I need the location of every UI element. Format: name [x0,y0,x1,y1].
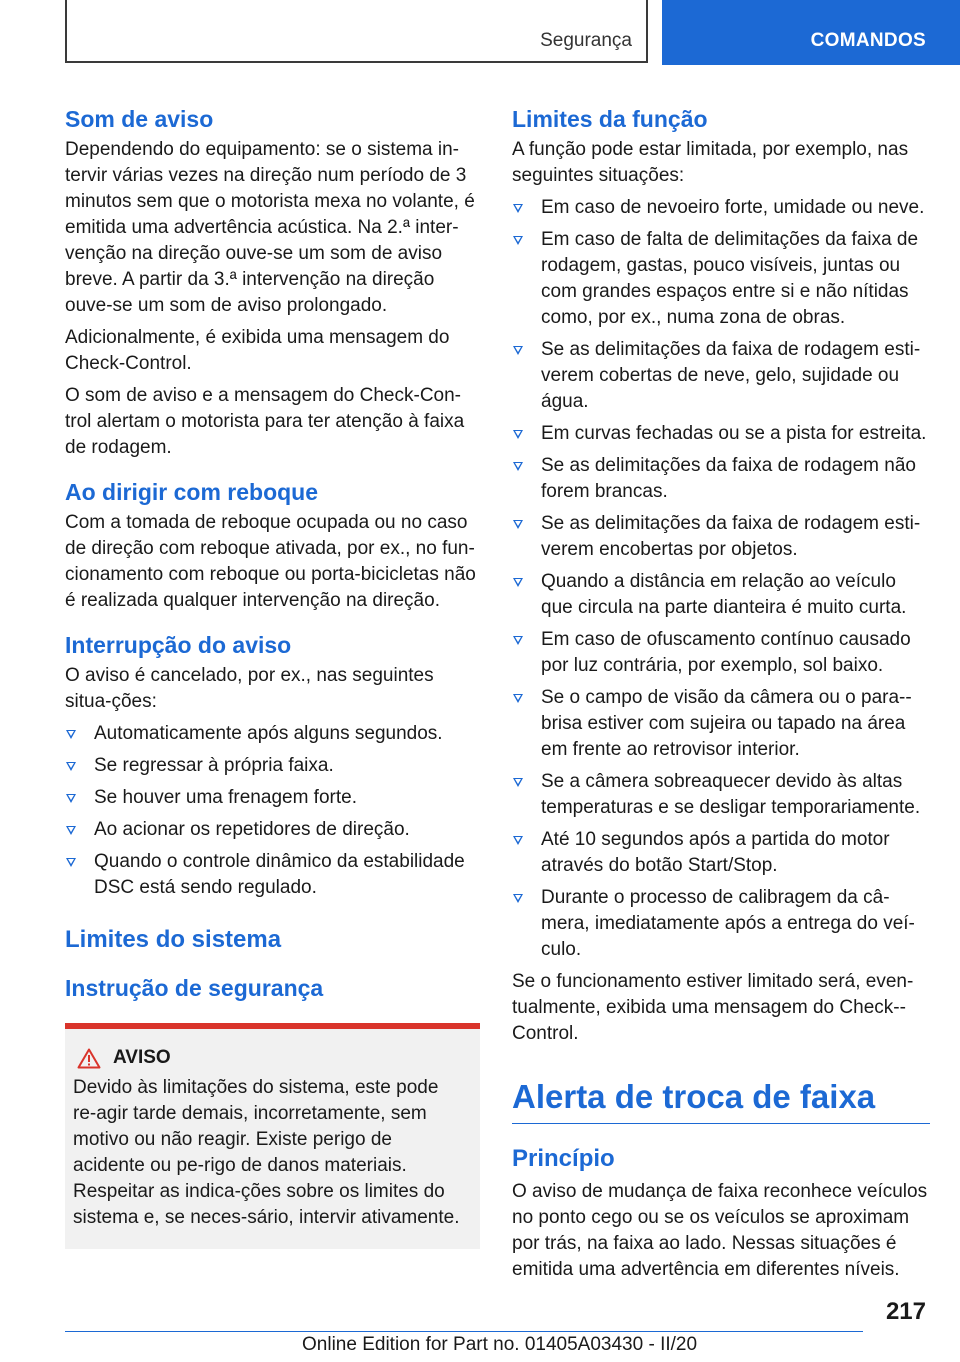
triangle-bullet-icon [66,762,76,771]
list-item: Quando o controle dinâmico da estabilidade DSC está sendo regulado. [65,849,480,901]
triangle-bullet-icon [66,730,76,739]
list-item: Durante o processo de calibragem da câ-mera, imediatamente após a entrega do veí-culo. [512,885,930,963]
triangle-bullet-icon [513,694,523,703]
list-item: Se as delimitações da faixa de rodagem não forem brancas. [512,453,930,505]
left-column [65,100,480,1249]
triangle-bullet-icon [513,894,523,903]
warning-title: AVISO [113,1047,171,1068]
triangle-bullet-icon [66,826,76,835]
list-item: Em caso de falta de delimitações da faixa de rodagem, gastas, pouco visíveis, juntas ou com grandes espaços entre si e não nítidas como, por ex., numa zona de obras. [512,227,930,331]
triangle-bullet-icon [513,778,523,787]
paragraph: A função pode estar limitada, por exemplo, nas seguintes situações: [512,139,909,186]
triangle-bullet-icon [513,430,523,439]
right-column [512,100,930,1289]
list-item: Automaticamente após alguns segundos. [65,721,480,747]
paragraph: O aviso é cancelado, por ex., nas seguintes situa-ções: [65,665,434,712]
list-item: Quando a distância em relação ao veículo que circula na parte dianteira é muito curta. [512,569,930,621]
triangle-bullet-icon [66,858,76,867]
footer-edition: Online Edition for Part no. 01405A03430 - II/20 [302,1334,698,1355]
paragraph: O som de aviso e a mensagem do Check-Con-trol alertam o motorista para ter atenção à faixa de rodagem. [65,385,465,458]
header-chapter-label: COMANDOS [810,30,926,51]
warning-triangle-icon [77,1048,101,1069]
heading-limites-do-sistema: Limites do sistema [65,926,282,953]
list-item: Se as delimitações da faixa de rodagem esti-verem encobertas por objetos. [512,511,930,563]
heading-ao-dirigir-com-reboque: Ao dirigir com reboque [65,479,319,505]
list-item: Se houver uma frenagem forte. [65,785,480,811]
heading-alerta-de-troca-de-faixa: Alerta de troca de faixa [512,1077,930,1124]
warning-box [65,1023,480,1249]
bullet-list [65,721,480,901]
bullet-list [512,195,930,963]
list-item: Se regressar à própria faixa. [65,753,480,779]
triangle-bullet-icon [513,462,523,471]
list-item: Se o campo de visão da câmera ou o para--brisa estiver com sujeira ou tapado na área em frente ao retrovisor interior. [512,685,930,763]
list-item: Em caso de nevoeiro forte, umidade ou neve. [512,195,930,221]
triangle-bullet-icon [513,836,523,845]
heading-principio: Princípio [512,1145,615,1172]
heading-som-de-aviso: Som de aviso [65,106,214,132]
header-section-box [65,0,648,63]
warning-header [77,1047,464,1069]
list-item: Em curvas fechadas ou se a pista for estreita. [512,421,930,447]
heading-limites-da-funcao: Limites da função [512,106,708,132]
triangle-bullet-icon [513,520,523,529]
paragraph: Adicionalmente, é exibida uma mensagem do Check-Control. [65,327,450,374]
heading-instrucao-de-seguranca: Instrução de segurança [65,975,324,1001]
header-section-label: Segurança [540,30,632,51]
header-chapter-tab [662,0,960,65]
paragraph: Dependendo do equipamento: se o sistema in-tervir várias vezes na direção num período de 3 minutos sem que o motorista mexa no volante, é emitida uma advertência acústica. Na 2.ª inter-venção na direção ouve-se um som de aviso breve. A partir da 3.ª intervenção na direção ouve-se um som de aviso prolongado. [65,139,475,316]
list-item: Em caso de ofuscamento contínuo causado por luz contrária, por exemplo, sol baixo. [512,627,930,679]
paragraph: O aviso de mudança de faixa reconhece veículos no ponto cego ou se os veículos se aproximam por trás, na faixa ao lado. Nessas situações é emitida uma advertência em diferentes níveis. [512,1181,928,1280]
triangle-bullet-icon [513,236,523,245]
list-item: Até 10 segundos após a partida do motor através do botão Start/Stop. [512,827,930,879]
footer-divider [65,1331,863,1332]
page-number: 217 [885,1298,926,1325]
triangle-bullet-icon [66,794,76,803]
paragraph: Se o funcionamento estiver limitado será, even-tualmente, exibida uma mensagem do Check--Control. [512,971,914,1044]
heading-interrupcao-do-aviso: Interrupção do aviso [65,632,292,658]
triangle-bullet-icon [513,346,523,355]
list-item: Se as delimitações da faixa de rodagem esti-verem cobertas de neve, gelo, sujidade ou água. [512,337,930,415]
paragraph: Com a tomada de reboque ocupada ou no caso de direção com reboque ativada, por ex., no fun-cionamento com reboque ou porta-bicicletas não é realizada qualquer intervenção na direção. [65,512,476,611]
triangle-bullet-icon [513,204,523,213]
triangle-bullet-icon [513,578,523,587]
list-item: Se a câmera sobreaquecer devido às altas temperaturas e se desligar temporariamente. [512,769,930,821]
triangle-bullet-icon [513,636,523,645]
warning-text: Devido às limitações do sistema, este pode re-agir tarde demais, incorretamente, sem motivo ou não reagir. Existe perigo de acidente ou pe-rigo de danos materiais. Respeitar as indica-ções sobre os limites do sistema e, se neces-sário, intervir ativamente. [73,1077,460,1228]
list-item: Ao acionar os repetidores de direção. [65,817,480,843]
